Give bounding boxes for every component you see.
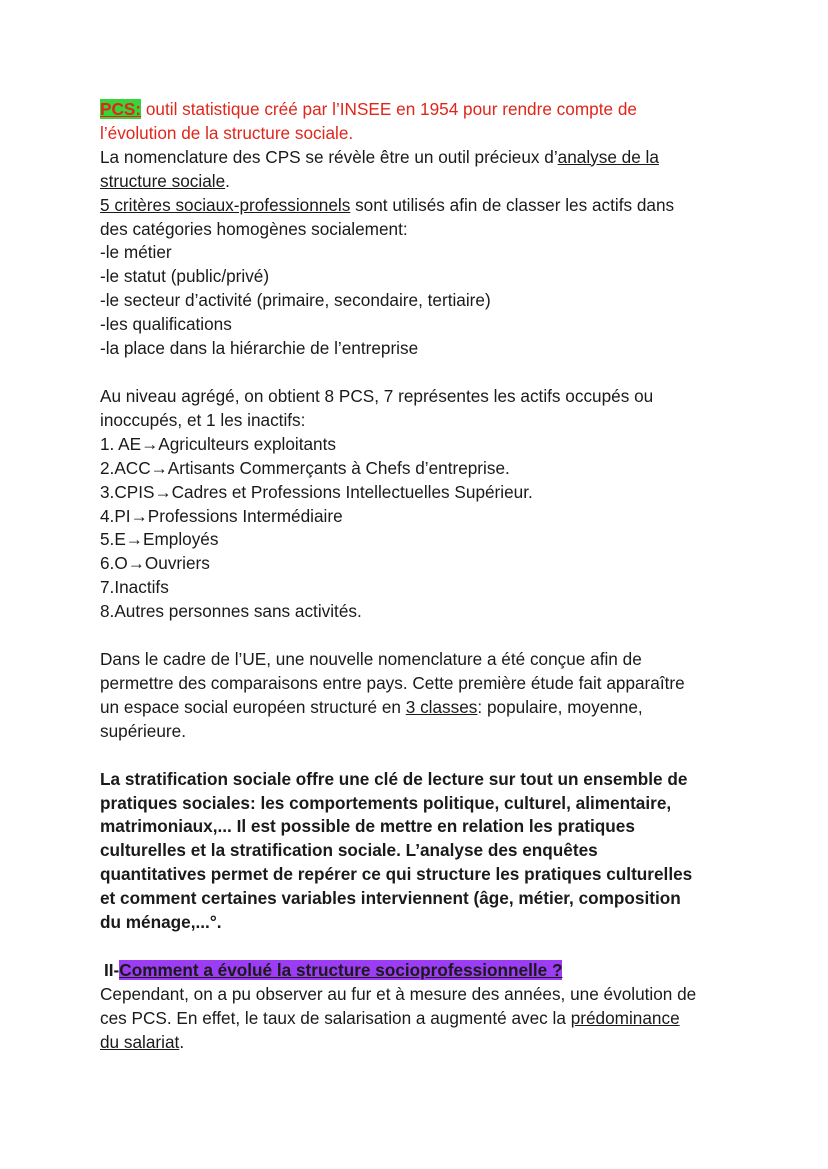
pcs-list-item: 6.O→Ouvriers [100,553,210,574]
section-2 [100,959,760,1055]
stratification-line: pratiques sociales: les comportements politique, culturel, alimentaire, [100,792,672,813]
document-page [100,98,760,1055]
pcs-label: PCS: [100,99,142,119]
nomenclature-line-2 [100,170,760,194]
nomenclature-period: . [225,170,230,191]
aggregate-line-1: Au niveau agrégé, on obtient 8 PCS, 7 représentes les actifs occupés ou [100,385,654,406]
stratification-line: matrimoniaux,... Il est possible de mettre en relation les pratiques [100,816,635,837]
section-2-period: . [179,1031,185,1052]
criteria-item: -la place dans la hiérarchie de l’entreprise [100,338,419,359]
section-2-text: ces PCS. En effet, le taux de salarisation a augmenté avec la [100,1007,571,1028]
section-2-underlined: prédominance [570,1007,680,1028]
criteria-paragraph [100,194,760,361]
pcs-list-item: 2.ACC→Artisants Commerçants à Chefs d’entreprise. [100,457,510,478]
criteria-intro-text: sont utilisés afin de classer les actifs dans [350,194,675,215]
stratification-line: et comment certaines variables interviennent (âge, métier, composition [100,888,681,909]
pcs-list-item: 3.CPIS→Cadres et Professions Intellectuelles Supérieur. [100,481,533,502]
pcs-definition-text: outil statistique créé par l’INSEE en 1954 pour rendre compte de [141,99,637,119]
eu-line-2: permettre des comparaisons entre pays. Cette première étude fait apparaître [100,672,685,693]
nomenclature-underlined-2: structure sociale [100,170,226,191]
eu-underlined: 3 classes [405,696,478,717]
nomenclature-line-1 [100,146,760,170]
eu-line-4: supérieure. [100,720,186,741]
pcs-line-1 [100,98,760,122]
aggregate-line-2: inoccupés, et 1 les inactifs: [100,409,306,430]
criteria-intro-line-2: des catégories homogènes socialement: [100,218,408,239]
criteria-intro-line [100,194,760,218]
criteria-item: -le métier [100,242,172,263]
aggregate-paragraph [100,385,760,624]
criteria-item: -les qualifications [100,314,232,335]
nomenclature-text: La nomenclature des CPS se révèle être un outil précieux d’ [100,146,558,167]
eu-line-1: Dans le cadre de l’UE, une nouvelle nomenclature a été conçue afin de [100,649,642,670]
pcs-definition [100,98,760,146]
section-2-line-3 [100,1031,760,1055]
eu-text-end: : populaire, moyenne, [477,696,643,717]
pcs-list-item: 4.PI→Professions Intermédiaire [100,505,343,526]
criteria-underlined: 5 critères sociaux-professionnels [100,194,351,215]
stratification-line: La stratification sociale offre une clé de lecture sur tout un ensemble de [100,768,688,789]
nomenclature-underlined: analyse de la [557,146,659,167]
section-2-underlined-2: du salariat [100,1031,180,1052]
section-2-title: Comment a évolué la structure socioprofessionnelle ? [119,960,563,980]
stratification-line: quantitatives permet de repérer ce qui structure les pratiques culturelles [100,864,693,885]
criteria-item: -le statut (public/privé) [100,266,270,287]
pcs-list-item: 8.Autres personnes sans activités. [100,601,362,622]
section-2-heading [100,959,760,983]
stratification-line: du ménage,...°. [100,912,222,933]
section-2-line-1: Cependant, on a pu observer au fur et à mesure des années, une évolution de [100,983,697,1004]
pcs-list-item: 5.E→Employés [100,529,219,550]
eu-line-3 [100,696,760,720]
section-2-prefix: II- [104,960,120,980]
section-2-line-2 [100,1007,760,1031]
pcs-list-item: 1. AE→Agriculteurs exploitants [100,433,336,454]
eu-paragraph [100,648,760,744]
stratification-paragraph [100,768,760,935]
nomenclature-paragraph [100,146,760,194]
eu-text: un espace social européen structuré en [100,696,406,717]
pcs-line-2: l’évolution de la structure sociale. [100,122,354,143]
stratification-line: culturelles et la stratification sociale. L’analyse des enquêtes [100,840,598,861]
criteria-item: -le secteur d’activité (primaire, secondaire, tertiaire) [100,290,491,311]
pcs-list-item: 7.Inactifs [100,577,169,598]
